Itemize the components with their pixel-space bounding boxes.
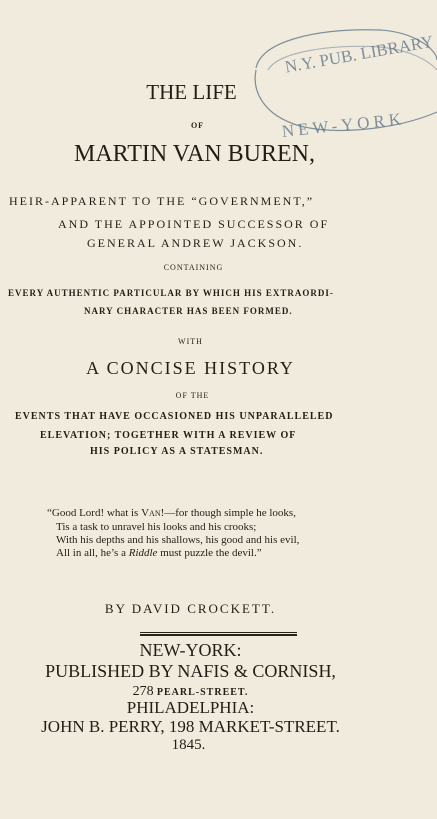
library-stamp-bottom-text: NEW-YORK	[280, 109, 406, 141]
epigraph-line1	[47, 507, 296, 519]
title-of: OF	[190, 121, 205, 130]
with-label: WITH	[178, 337, 203, 346]
author-line: BY DAVID CROCKETT.	[104, 601, 277, 616]
concise-history: A CONCISE HISTORY	[86, 358, 295, 378]
epigraph-line3: With his depths and his shallows, his good and his evil,	[56, 534, 300, 546]
epigraph-van: Van	[141, 507, 161, 519]
imprint-publisher1: PUBLISHED BY NAFIS & CORNISH,	[45, 661, 336, 681]
imprint-city2: PHILADELPHIA:	[126, 698, 255, 717]
subtitle-line3: GENERAL ANDREW JACKSON.	[87, 236, 304, 250]
subtitle-line2: AND THE APPOINTED SUCCESSOR OF	[58, 217, 330, 231]
epigraph-line1-end: !—for though simple he looks,	[160, 507, 296, 519]
title-line1: THE LIFE	[146, 80, 237, 104]
imprint-city1: NEW-YORK:	[139, 640, 242, 660]
events-line2: ELEVATION; TOGETHER WITH A REVIEW OF	[40, 430, 297, 441]
imprint-publisher2: JOHN B. PERRY, 198 MARKET-STREET.	[41, 717, 340, 736]
library-stamp-top-text: N.Y. PUB. LIBRARY	[283, 31, 435, 77]
imprint-year: 1845.	[171, 737, 206, 753]
epigraph-line2: Tis a task to unravel his looks and his crooks;	[56, 521, 257, 533]
events-line1: EVENTS THAT HAVE OCCASIONED HIS UNPARALLELED	[15, 411, 334, 422]
of-the-label: OF THE	[175, 391, 210, 400]
epigraph-line1-text: “Good Lord! what is	[47, 507, 142, 519]
decorative-rule	[140, 632, 297, 637]
imprint-address1-number: 278	[132, 684, 154, 699]
epigraph-line4-text: All in all, he’s a	[56, 547, 129, 559]
containing-line1: EVERY AUTHENTIC PARTICULAR BY WHICH HIS EXTRAORDI-	[8, 288, 334, 298]
containing-label: CONTAINING	[163, 263, 224, 272]
containing-line2: NARY CHARACTER HAS BEEN FORMED.	[84, 306, 293, 316]
epigraph-riddle: Riddle	[128, 547, 158, 559]
imprint-address1-street: PEARL-STREET.	[156, 687, 249, 698]
events-line3: HIS POLICY AS A STATESMAN.	[90, 446, 264, 457]
epigraph-line4	[56, 547, 262, 559]
title-name: MARTIN VAN BUREN,	[73, 141, 316, 167]
epigraph-line4-end: must puzzle the devil.”	[157, 547, 262, 559]
subtitle-line1: HEIR-APPARENT TO THE “GOVERNMENT,”	[9, 194, 315, 208]
